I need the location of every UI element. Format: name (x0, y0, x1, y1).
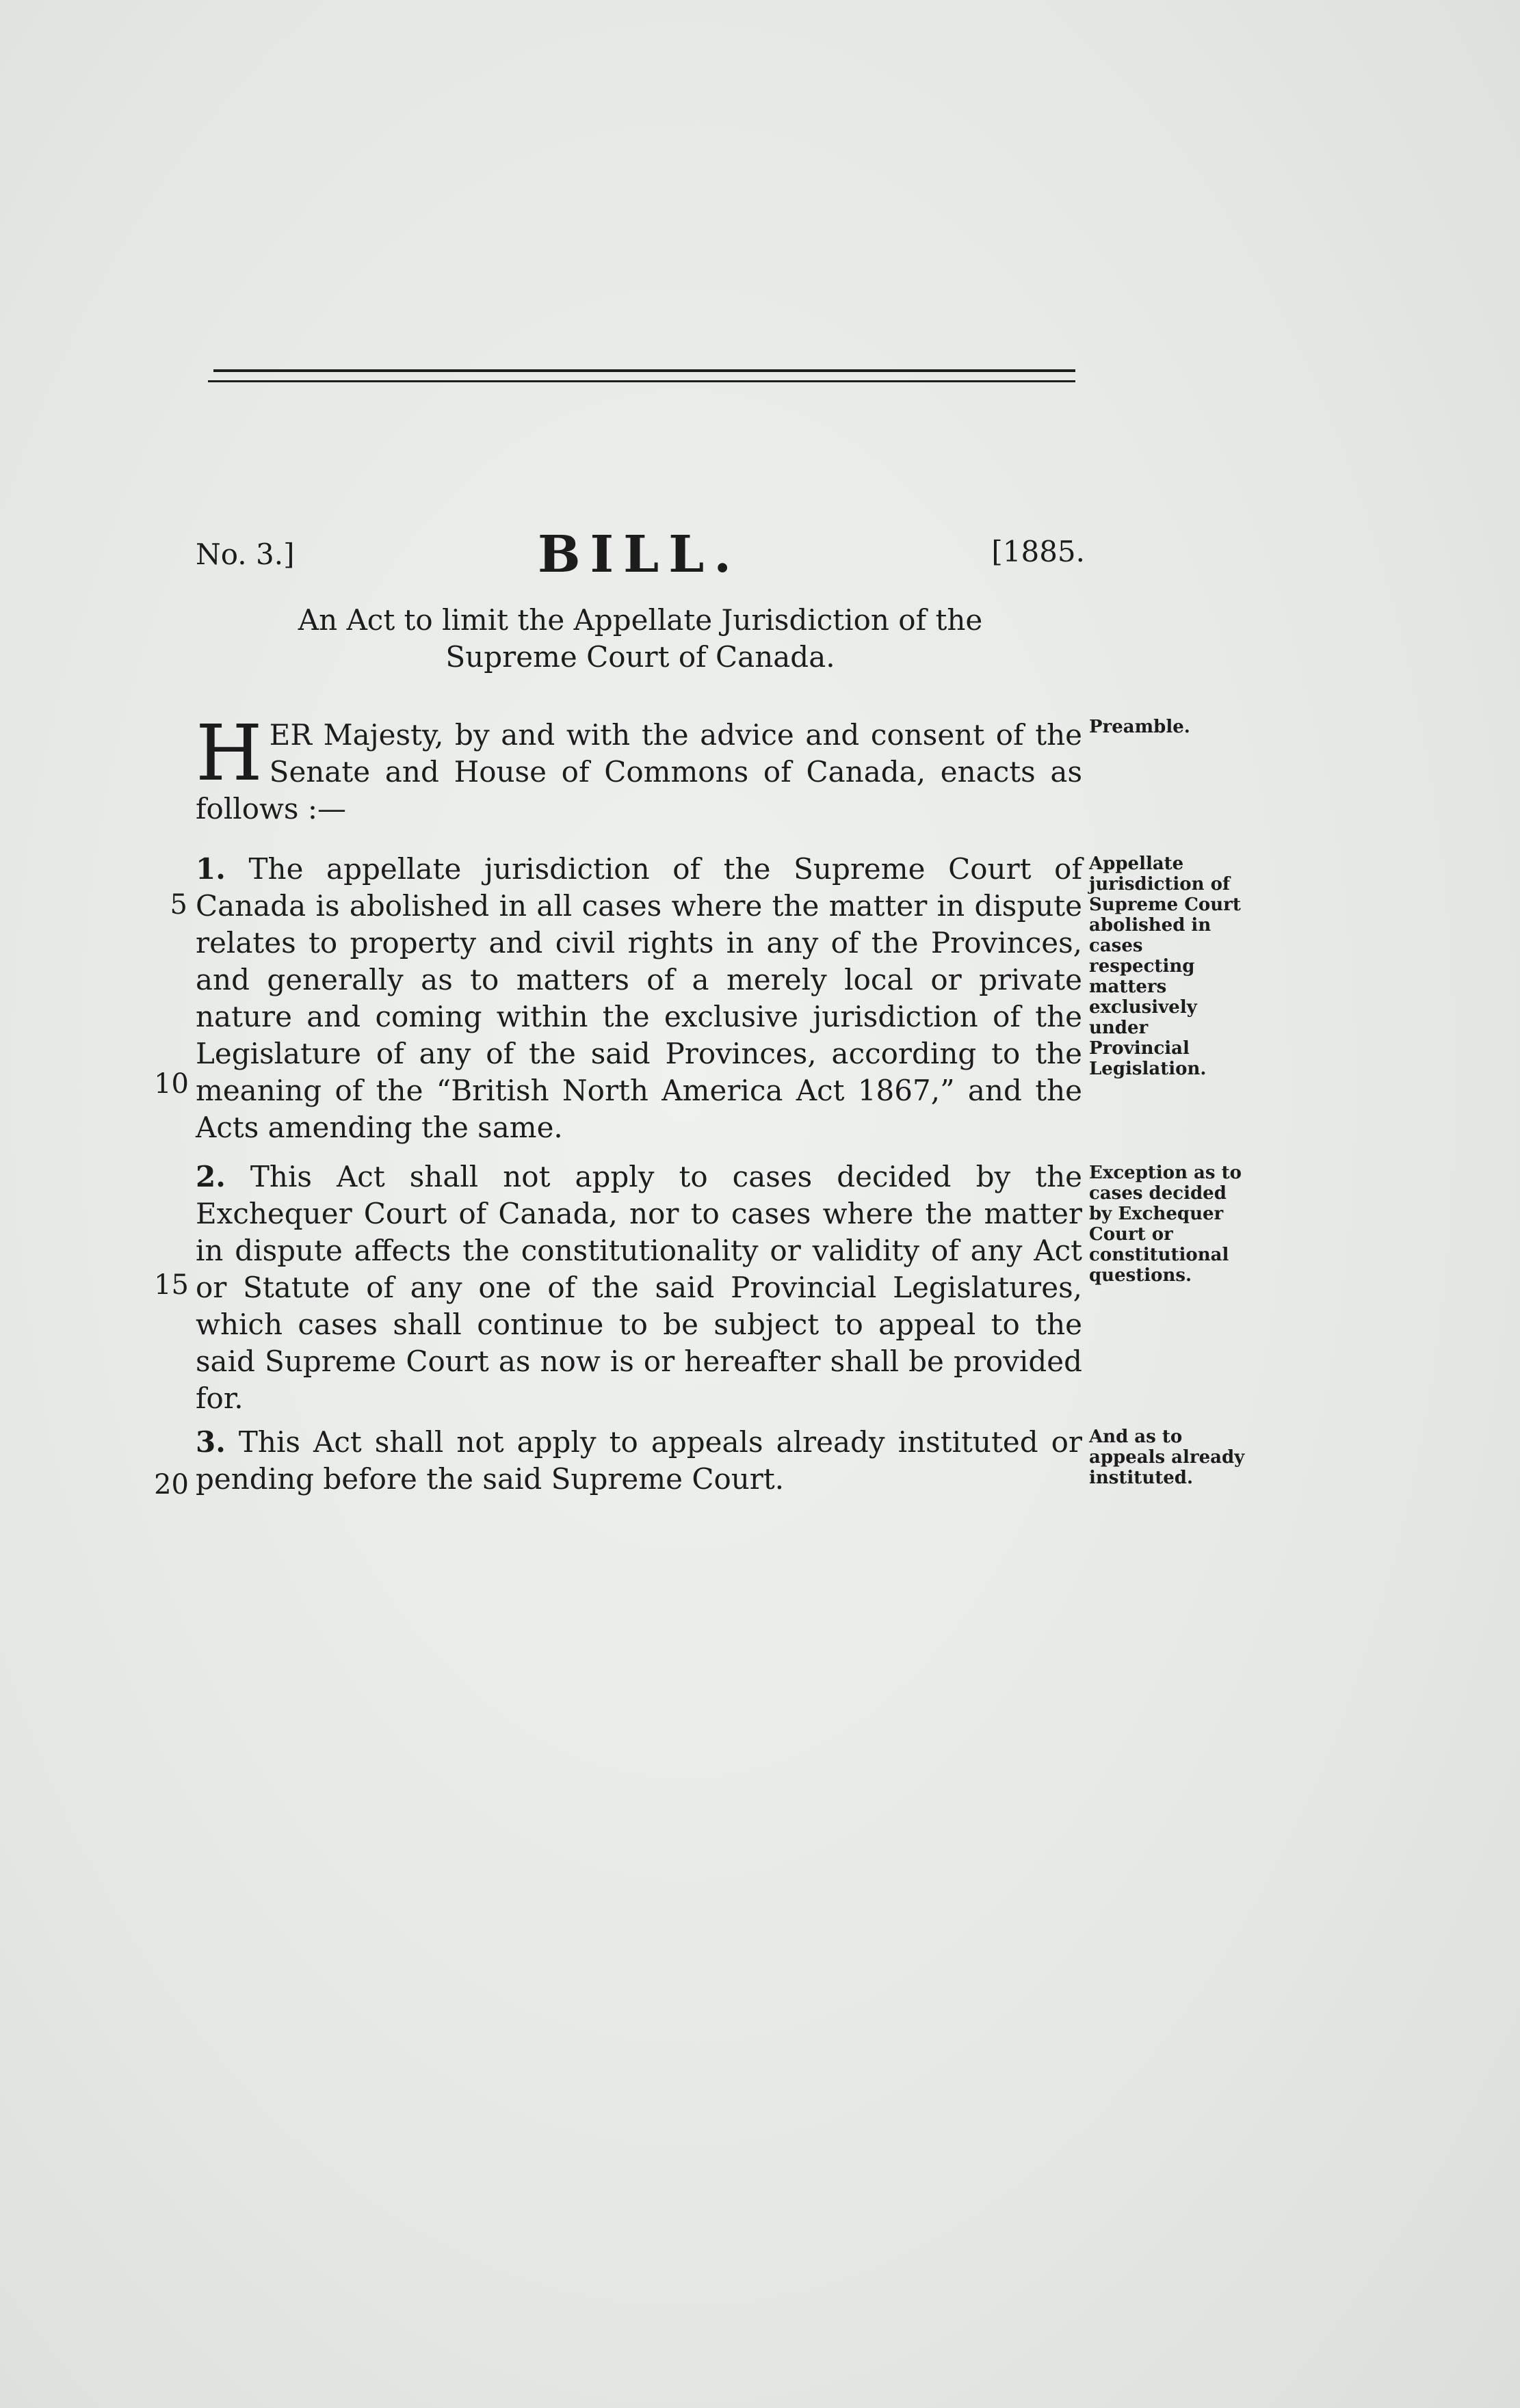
section-number: 3. (196, 1425, 226, 1459)
section-3 (196, 1424, 1082, 1498)
long-title-line-1: An Act to limit the Appellate Jurisdiction of the (298, 603, 983, 637)
line-number: 5 (170, 889, 187, 921)
long-title (196, 602, 1085, 676)
top-rule (213, 369, 1075, 372)
margin-note-section-1: Appellate jurisdiction of Supreme Court abolished in cases respecting matters exclusively under Provincial Legislation. (1089, 854, 1241, 1079)
bill-header (196, 525, 1085, 584)
margin-note-section-2: Exception as to cases decided by Exchequer Court or constitutional questions. (1089, 1163, 1242, 1286)
line-number: 20 (154, 1469, 189, 1500)
bill-number: No. 3.] (196, 538, 295, 571)
section-text: The appellate jurisdiction of the Supreme Court of Canada is abolished in all cases where the matter in dispute relates to property and civil rights in any of the Provinces, and generally as to matters of a merely local or private nature and coming within the exclusive jurisdiction of the Legislature of any of the said Provinces, according to the meaning of the “British North America Act 1867,” and the Acts amending the same. (196, 852, 1082, 1144)
line-number: 15 (154, 1269, 189, 1301)
drop-cap: H (196, 709, 263, 798)
preamble (196, 709, 1082, 828)
section-number: 2. (196, 1160, 226, 1193)
section-2 (196, 1159, 1082, 1417)
section-text: This Act shall not apply to cases decided by the Exchequer Court of Canada, nor to cases where the matter in dispute affects the constitutionality or validity of any Act or Statute of any one of the said Provincial Legislatures, which cases shall continue to be subject to appeal to the said Supreme Court as now is or hereafter shall be provided for. (196, 1160, 1082, 1415)
margin-note-section-3: And as to appeals already instituted. (1089, 1427, 1245, 1488)
preamble-text: ER Majesty, by and with the advice and consent of the Senate and House of Commons of Canada, enacts as follows :— (196, 718, 1082, 825)
section-number: 1. (196, 852, 226, 886)
margin-note-preamble: Preamble. (1089, 717, 1190, 737)
line-number: 10 (154, 1068, 189, 1100)
section-text: This Act shall not apply to appeals already instituted or pending before the said Supreme Court. (196, 1425, 1082, 1496)
section-1 (196, 851, 1082, 1146)
bill-title: BILL. (538, 525, 741, 584)
bill-year: [1885. (991, 535, 1085, 568)
long-title-line-2: Supreme Court of Canada. (445, 640, 835, 674)
top-rule-second (208, 380, 1075, 382)
